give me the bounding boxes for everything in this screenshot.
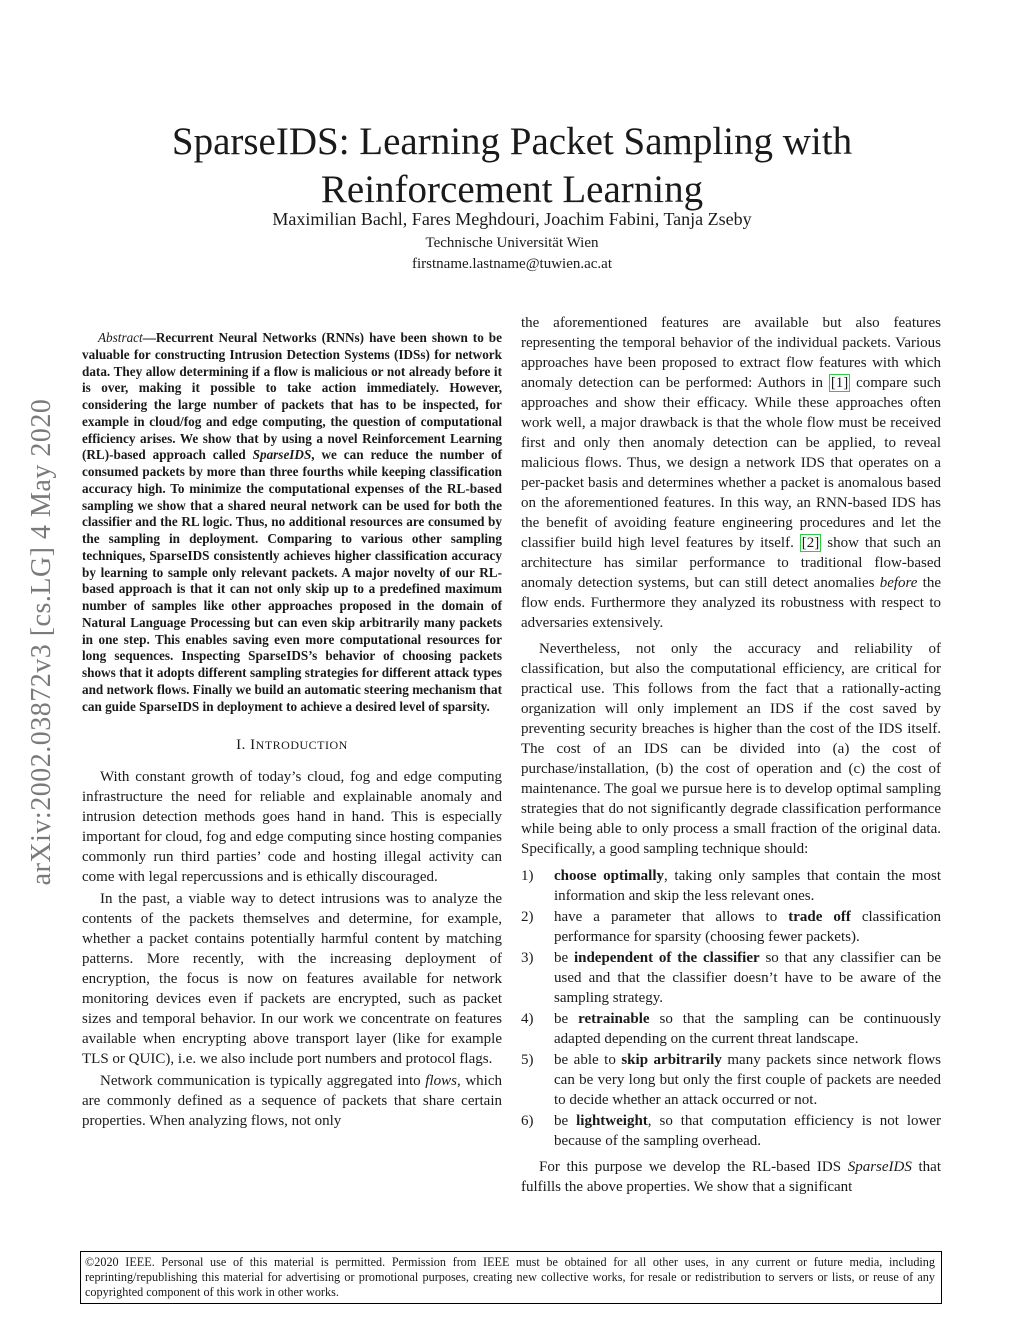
right-p3-b: that fulfills the above properties. We show that a significant bbox=[521, 1159, 941, 1195]
right-column bbox=[521, 313, 941, 1199]
section-numeral: I. bbox=[236, 737, 246, 754]
right-paragraph-1 bbox=[521, 313, 941, 633]
right-paragraph-3 bbox=[521, 1157, 941, 1197]
list-item: 5) be able to skip arbitrarily many packets since network flows can be very long but only the first couple of packets are needed to decide whether an attack occurred or not. bbox=[521, 1052, 942, 1108]
citation-link-1[interactable]: [1] bbox=[830, 375, 849, 391]
abstract bbox=[82, 330, 502, 715]
abstract-label: Abstract bbox=[98, 330, 143, 345]
section-first-letter: I bbox=[250, 737, 256, 754]
copyright-notice: ©2020 IEEE. Personal use of this material is permitted. Permission from IEEE must be obtained for all other uses, in any current or future media, including reprinting/republishing this material for advertising or promotional purposes, creating new collective works, for resale or redistribution to servers or lists, or reuse of any copyrighted component of this work in other works. bbox=[80, 1251, 942, 1304]
list-item: 1) choose optimally, taking only samples that contain the most information and skip the less relevant ones. bbox=[521, 868, 941, 904]
abstract-system-name: SparseIDS bbox=[252, 447, 312, 463]
affiliation: Technische Universität Wien bbox=[425, 235, 599, 251]
intro-paragraph-2: In the past, a viable way to detect intrusions was to analyze the contents of the packets themselves and determine, for example, whether a packet contains potentially harmful content by matching patterns. More recently, with the increasing deployment of encryption, the focus is now on features available for network monitoring devices even if packets are encrypted, such as packet sizes and temporal behavior. In our work we concentrate on features available when encrypting above transport layer (like for example TLS or QUIC), i.e. we also include port numbers and protocol flags. bbox=[82, 891, 502, 1068]
left-column bbox=[82, 313, 502, 1133]
list-item: 6) be lightweight, so that computation efficiency is not lower because of the sampling overhead. bbox=[521, 1113, 941, 1149]
right-p1-a: the aforementioned features are available but also features representing the temporal behavior of the individual packets. Various approaches have been proposed to extract flow features with which anomaly detection can be performed: Authors in bbox=[521, 315, 941, 391]
author-email: firstname.lastname@tuwien.ac.at bbox=[412, 256, 612, 272]
right-p1-b: compare such approaches and show their efficacy. While these approaches often work well, a major drawback is that the whole flow must be received first and only then anomaly detection can be applied, to reveal malicious flows. Thus, we design a network IDS that operates on a per-packet basis and determines whether a packet is anomalous based on the aforementioned features. In this way, an RNN-based IDS has the benefit of avoiding feature engineering procedures and let the classifier build high level features by itself. bbox=[521, 375, 941, 551]
list-item: 2) have a parameter that allows to trade off classification performance for sparsity (choosing fewer packets). bbox=[521, 909, 941, 945]
section-heading-introduction bbox=[82, 735, 502, 755]
intro-p3-a: Network communication is typically aggregated into bbox=[100, 1073, 426, 1090]
citation-link-2[interactable]: [2] bbox=[801, 535, 820, 551]
intro-paragraph-1: With constant growth of today’s cloud, fog and edge computing infrastructure the need for reliable and explainable anomaly and intrusion detection methods goes hand in hand. This is especially important for cloud, fog and edge computing since hosting companies commonly run third parties’ code and hosting illegal activity can come with legal repercussions and is ethically discouraged. bbox=[82, 769, 502, 886]
intro-paragraph-3 bbox=[82, 1071, 502, 1131]
right-p3-a: For this purpose we develop the RL-based IDS bbox=[539, 1159, 848, 1175]
right-p1-c: show that such an architecture has similar performance to traditional flow-based anomaly detection systems, but can still detect anomalies bbox=[521, 535, 941, 591]
right-p1-d: the flow ends. Furthermore they analyzed its robustness with respect to adversaries extensively. bbox=[521, 575, 941, 631]
title-line-1: SparseIDS: Learning Packet Sampling with bbox=[171, 120, 853, 164]
abstract-dash: — bbox=[142, 330, 156, 345]
arxiv-identifier: arXiv:2002.03872v3 [cs.LG] 4 May 2020 bbox=[26, 398, 57, 886]
list-item: 4) be retrainable so that the sampling can be continuously adapted depending on the current threat landscape. bbox=[521, 1011, 941, 1047]
right-p3-em: SparseIDS bbox=[847, 1159, 912, 1175]
title-line-2: Reinforcement Learning bbox=[320, 168, 704, 212]
section-title-rest: NTRODUCTION bbox=[255, 738, 348, 753]
list-item: 3) be independent of the classifier so that any classifier can be used and that the classifier doesn’t have to be aware of the sampling strategy. bbox=[521, 950, 941, 1006]
right-paragraph-2: Nevertheless, not only the accuracy and reliability of classification, but also the computational efficiency, are critical for practical use. This follows from the fact that a rationally-acting organization will only implement an IDS if the cost saved by preventing security breaches is higher than the cost of the IDS itself. The cost of an IDS can be divided into (a) the cost of purchase/installation, (b) the cost of operation and (c) the cost of maintenance. The goal we pursue here is to develop optimal sampling strategies that do not significantly degrade classification performance while being able to only process a small fraction of the original data. Specifically, a good sampling technique should: bbox=[521, 641, 941, 857]
sampling-goals-list bbox=[521, 866, 941, 1151]
intro-p3-em: flows bbox=[425, 1073, 457, 1090]
abstract-text-b: , we can reduce the number of consumed packets by more than three fourths while keeping classification accuracy high. To minimize the computational expenses of the RL-based sampling we show that a shared neural network can be used for both the classifier and the RL logic. Thus, no additional resources are consumed by the sampling in deployment. Comparing to various other sampling techniques, SparseIDS consistently achieves higher classification accuracy by learning to sample only relevant packets. A major novelty of our RL-based approach is that it can not only skip up to a predefined maximum number of samples like other approaches proposed in the domain of Natural Language Processing but can even skip arbitrarily many packets in one step. This enables saving even more computational resources for long sequences. Inspecting SparseIDS’s behavior of choosing packets shows that it adopts different sampling strategies for different attack types and network flows. Finally we build an automatic steering mechanism that can guide SparseIDS in deployment to achieve a desired level of sparsity. bbox=[82, 447, 502, 714]
author-list: Maximilian Bachl, Fares Meghdouri, Joachim Fabini, Tanja Zseby bbox=[272, 209, 752, 229]
paper-title bbox=[0, 118, 1024, 214]
right-p1-em: before bbox=[879, 575, 918, 591]
abstract-text-a: Recurrent Neural Networks (RNNs) have been shown to be valuable for constructing Intrusion Detection Systems (IDSs) for network data. They allow determining if a flow is malicious or not already before it is over, making it possible to take action immediately. However, considering the large number of packets that has to be inspected, for example in cloud/fog and edge computing, the question of computational efficiency arises. We show that by using a novel Reinforcement Learning (RL)-based approach called bbox=[82, 330, 502, 463]
intro-p3-b: , which are commonly defined as a sequence of packets that share certain properties. When analyzing flows, not only bbox=[82, 1073, 502, 1130]
